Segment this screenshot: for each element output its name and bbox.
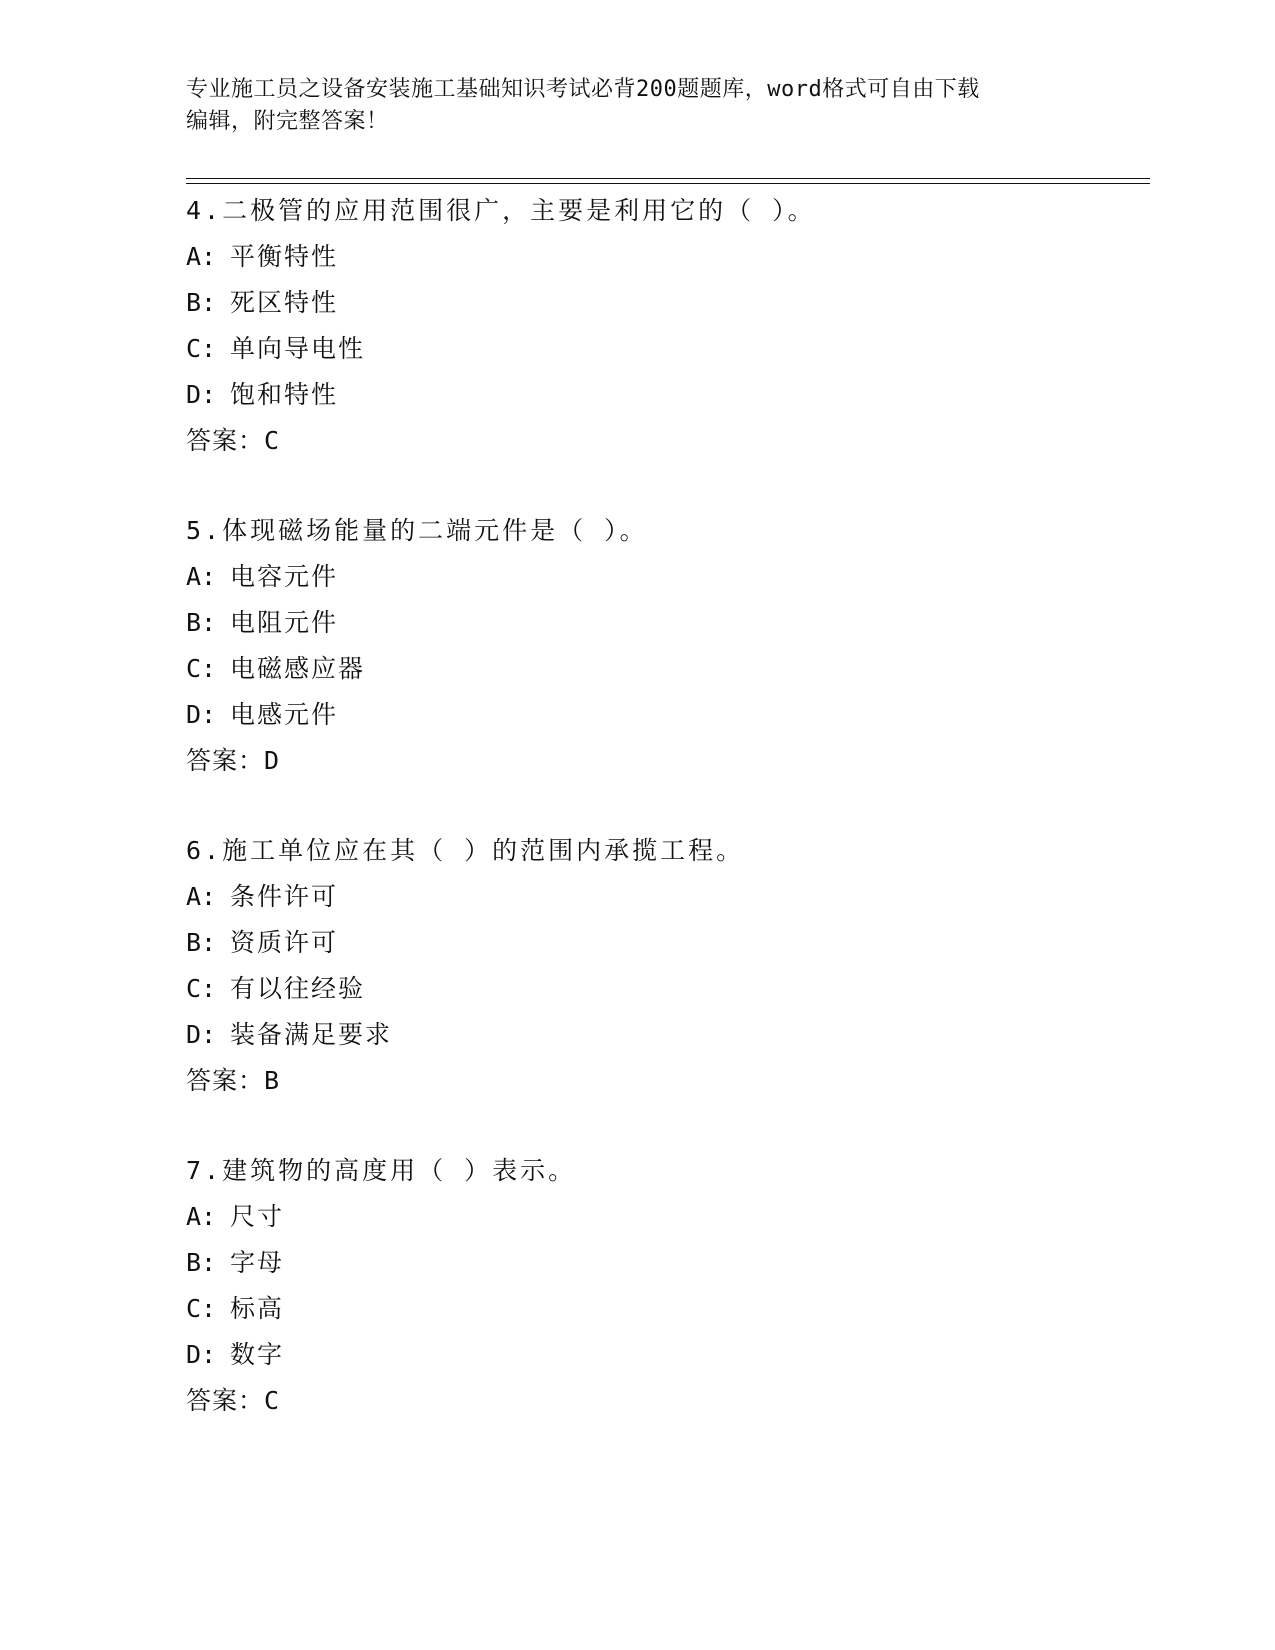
option-text: 电容元件 — [230, 562, 339, 591]
option-letter: B: — [186, 288, 217, 317]
option-text: 单向导电性 — [230, 334, 366, 363]
option-letter: D: — [186, 1020, 217, 1049]
question-stem: 5.体现磁场能量的二端元件是（ ）。 — [186, 516, 648, 545]
document-header — [186, 74, 1086, 138]
option-letter: C: — [186, 1294, 217, 1323]
option-letter: A: — [186, 882, 217, 911]
option-a — [186, 1194, 1146, 1240]
option-letter: A: — [186, 242, 217, 271]
question-block — [186, 508, 1146, 784]
option-text: 条件许可 — [230, 882, 339, 911]
option-a — [186, 234, 1146, 280]
option-d — [186, 692, 1146, 738]
option-text: 标高 — [230, 1294, 285, 1323]
question-stem: 6.施工单位应在其（ ）的范围内承揽工程。 — [186, 836, 745, 865]
option-c — [186, 1286, 1146, 1332]
option-c — [186, 646, 1146, 692]
option-d — [186, 1012, 1146, 1058]
option-text: 字母 — [230, 1248, 285, 1277]
option-letter: B: — [186, 928, 217, 957]
question-stem: 7.建筑物的高度用（ ）表示。 — [186, 1156, 577, 1185]
option-text: 电磁感应器 — [230, 654, 366, 683]
option-letter: C: — [186, 654, 217, 683]
option-c — [186, 326, 1146, 372]
question-stem: 4.二极管的应用范围很广，主要是利用它的（ ）。 — [186, 196, 816, 225]
option-letter: C: — [186, 334, 217, 363]
option-text: 死区特性 — [230, 288, 339, 317]
option-d — [186, 372, 1146, 418]
question-block — [186, 1148, 1146, 1424]
answer-line: 答案：C — [186, 426, 281, 455]
option-text: 尺寸 — [230, 1202, 285, 1231]
option-letter: D: — [186, 380, 217, 409]
option-c — [186, 966, 1146, 1012]
option-letter: C: — [186, 974, 217, 1003]
option-b — [186, 920, 1146, 966]
option-letter: A: — [186, 562, 217, 591]
option-a — [186, 554, 1146, 600]
option-text: 电感元件 — [230, 700, 339, 729]
option-text: 数字 — [230, 1340, 285, 1369]
option-letter: A: — [186, 1202, 217, 1231]
header-divider-top — [186, 178, 1150, 179]
option-text: 装备满足要求 — [230, 1020, 393, 1049]
option-text: 电阻元件 — [230, 608, 339, 637]
option-letter: D: — [186, 1340, 217, 1369]
question-block — [186, 188, 1146, 464]
option-a — [186, 874, 1146, 920]
option-text: 资质许可 — [230, 928, 339, 957]
answer-line: 答案：B — [186, 1066, 281, 1095]
answer-line: 答案：C — [186, 1386, 281, 1415]
answer-line: 答案：D — [186, 746, 281, 775]
question-block — [186, 828, 1146, 1104]
header-divider-bottom — [186, 183, 1150, 184]
option-b — [186, 280, 1146, 326]
header-line-2: 编辑，附完整答案！ — [186, 109, 389, 134]
option-text: 有以往经验 — [230, 974, 366, 1003]
option-text: 饱和特性 — [230, 380, 339, 409]
header-line-1: 专业施工员之设备安装施工基础知识考试必背200题题库，word格式可自由下载 — [186, 77, 980, 102]
option-letter: B: — [186, 608, 217, 637]
option-text: 平衡特性 — [230, 242, 339, 271]
option-d — [186, 1332, 1146, 1378]
option-letter: D: — [186, 700, 217, 729]
option-b — [186, 600, 1146, 646]
option-b — [186, 1240, 1146, 1286]
option-letter: B: — [186, 1248, 217, 1277]
